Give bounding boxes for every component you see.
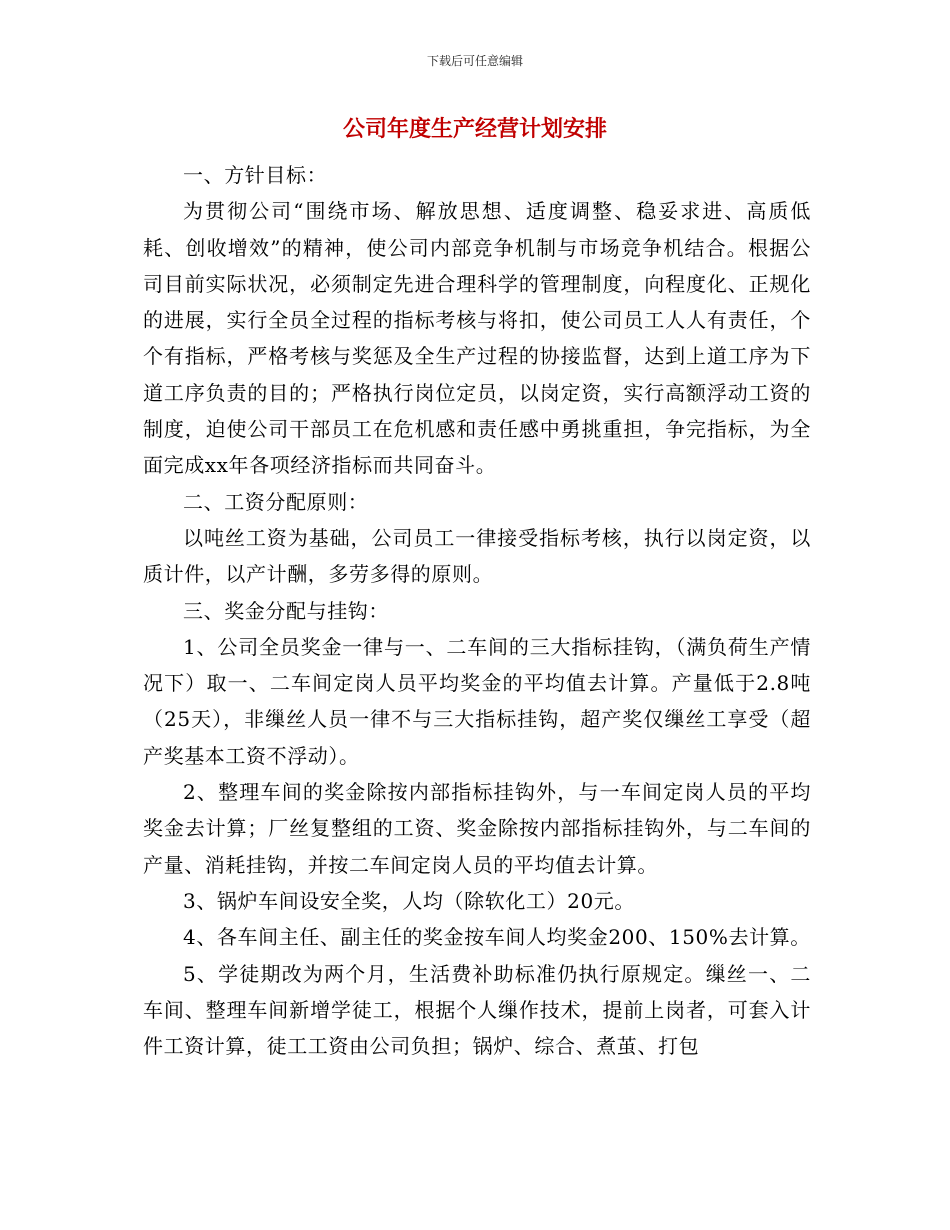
paragraph-policy-text: 为贯彻公司“围绕市场、解放思想、适度调整、稳妥求进、高质低耗、创收增效”的精神，使公司内部竞争机制与市场竞争机结合。根据公司目前实际状况，必须制定先进合理科学的管理制度，向程度化、正规化的进展，实行全员全过程的指标考核与将扣，使公司员工人人有责任，个个有指标，严格考核与奖惩及全生产过程的协接监督，达到上道工序为下道工序负责的目的；严格执行岗位定员，以岗定资，实行高额浮动工资的制度，迫使公司干部员工在危机感和责任感中勇挑重担，争完指标，为全面完成xx年各项经济指标而共同奋斗。	[143, 199, 811, 478]
paragraph-bonus-item-5: 5、学徒期改为两个月，生活费补助标准仍执行原规定。缫丝一、二车间、整理车间新增学徒工，根据个人缫作技术，提前上岗者，可套入计件工资计算，徒工工资由公司负担；锅炉、综合、煮茧、打包	[143, 961, 811, 1059]
page-header-note: 下载后可任意编辑	[426, 54, 523, 68]
paragraph-bonus-item-3: 3、锅炉车间设安全奖，人均（除软化工）20元。	[183, 888, 635, 913]
document-title: 公司年度生产经营计划安排	[342, 116, 607, 142]
section-heading-bonus: 三、奖金分配与挂钩：	[183, 598, 389, 623]
paragraph-bonus-item-4: 4、各车间主任、副主任的奖金按车间人均奖金200、150%去计算。	[183, 925, 811, 950]
paragraph-bonus-item-2: 2、整理车间的奖金除按内部指标挂钩外，与一车间定岗人员的平均奖金去计算；厂丝复整组的工资、奖金除按内部指标挂钩外，与二车间的产量、消耗挂钩，并按二车间定岗人员的平均值去计算。	[143, 780, 811, 877]
document-body	[143, 157, 811, 1064]
section-heading-wage: 二、工资分配原则：	[183, 489, 369, 514]
section-heading-policy: 一、方针目标：	[183, 163, 328, 187]
paragraph-bonus-item-1: 1、公司全员奖金一律与一、二车间的三大指标挂钩，（满负荷生产情况下）取一、二车间定岗人员平均奖金的平均值去计算。产量低于2.8吨（25天），非缫丝人员一律不与三大指标挂钩，超产奖仅缫丝工享受（超产奖基本工资不浮动）。	[143, 634, 811, 768]
paragraph-wage-text: 以吨丝工资为基础，公司员工一律接受指标考核，执行以岗定资，以质计件，以产计酬，多劳多得的原则。	[143, 525, 811, 587]
